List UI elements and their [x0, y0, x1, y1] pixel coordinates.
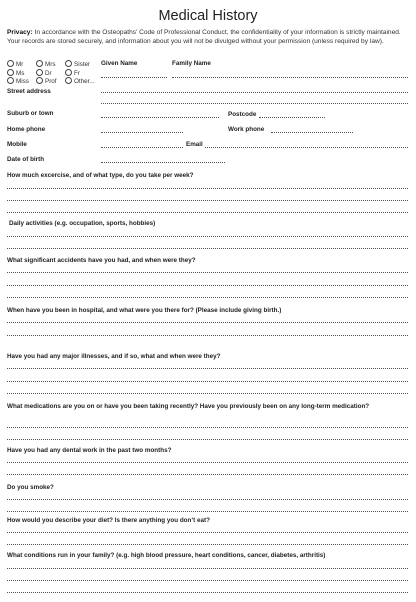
street-address-field-2[interactable]	[101, 103, 408, 104]
privacy-label: Privacy:	[7, 29, 33, 36]
radio-circle-icon	[36, 69, 43, 76]
dob-field[interactable]	[101, 162, 225, 163]
radio-other[interactable]: Other...	[65, 77, 94, 85]
answer-line[interactable]	[7, 236, 408, 237]
radio-sister[interactable]: Sister	[65, 60, 94, 68]
answer-line[interactable]	[7, 368, 408, 369]
answer-line[interactable]	[7, 285, 408, 286]
answer-line[interactable]	[7, 544, 408, 545]
answer-line[interactable]	[7, 532, 408, 533]
work-phone-field[interactable]	[271, 132, 353, 133]
radio-circle-icon	[7, 60, 14, 67]
radio-miss[interactable]: Miss	[7, 77, 36, 85]
question-accidents: What significant accidents have you had, and when were they?	[7, 257, 196, 264]
radio-circle-icon	[36, 60, 43, 67]
question-diet: How would you describe your diet? Is there anything you don’t eat?	[7, 517, 210, 524]
radio-circle-icon	[36, 77, 43, 84]
radio-prof[interactable]: Prof	[36, 77, 65, 85]
postcode-field[interactable]	[259, 117, 325, 118]
answer-line[interactable]	[7, 297, 408, 298]
question-illnesses: Have you had any major illnesses, and if so, what and when were they?	[7, 353, 221, 360]
dob-label: Date of birth	[7, 156, 45, 163]
radio-circle-icon	[7, 69, 14, 76]
question-dental: Have you had any dental work in the past two months?	[7, 447, 172, 454]
answer-line[interactable]	[7, 568, 408, 569]
question-daily-activities: Daily activities (e.g. occupation, sports, hobbies)	[9, 220, 156, 227]
answer-line[interactable]	[7, 335, 408, 336]
answer-line[interactable]	[7, 272, 408, 273]
question-smoke: Do you smoke?	[7, 484, 54, 491]
question-hospital: When have you been in hospital, and what were you there for? (Please include giving birth.)	[7, 307, 282, 314]
answer-line[interactable]	[7, 592, 408, 593]
answer-line[interactable]	[7, 439, 408, 440]
answer-line[interactable]	[7, 248, 408, 249]
street-address-label: Street address	[7, 88, 51, 95]
mobile-field[interactable]	[101, 147, 183, 148]
street-address-field-1[interactable]	[101, 92, 408, 93]
radio-dr[interactable]: Dr	[36, 69, 65, 77]
email-field[interactable]	[205, 147, 408, 148]
answer-line[interactable]	[7, 200, 408, 201]
answer-line[interactable]	[7, 511, 408, 512]
title-radio-group	[7, 60, 94, 86]
privacy-notice	[7, 29, 409, 46]
answer-line[interactable]	[7, 393, 408, 394]
answer-line[interactable]	[7, 474, 408, 475]
answer-line[interactable]	[7, 381, 408, 382]
suburb-label: Suburb or town	[7, 110, 54, 117]
radio-circle-icon	[7, 77, 14, 84]
email-label: Email	[186, 141, 203, 148]
given-name-field[interactable]	[101, 77, 167, 78]
question-exercise: How much excercise, and of what type, do you take per week?	[7, 172, 194, 179]
given-name-label: Given Name	[101, 60, 138, 67]
radio-mrs[interactable]: Mrs	[36, 60, 65, 68]
suburb-field[interactable]	[101, 117, 219, 118]
answer-line[interactable]	[7, 427, 408, 428]
answer-line[interactable]	[7, 322, 408, 323]
home-phone-field[interactable]	[101, 132, 183, 133]
privacy-text: In accordance with the Osteopaths’ Code of Professional Conduct, the confidentiality of your information is strictly maintained. Your records are stored securely, and information about you will not be divulged without your permission (unless required by law).	[7, 29, 401, 45]
radio-circle-icon	[65, 60, 72, 67]
radio-mr[interactable]: Mr	[7, 60, 36, 68]
answer-line[interactable]	[7, 580, 408, 581]
answer-line[interactable]	[7, 212, 408, 213]
radio-circle-icon	[65, 77, 72, 84]
family-name-label: Family Name	[172, 60, 211, 67]
postcode-label: Postcode	[228, 111, 257, 118]
radio-ms[interactable]: Ms	[7, 69, 36, 77]
answer-line[interactable]	[7, 188, 408, 189]
answer-line[interactable]	[7, 499, 408, 500]
mobile-label: Mobile	[7, 141, 27, 148]
radio-fr[interactable]: Fr	[65, 69, 94, 77]
work-phone-label: Work phone	[228, 126, 265, 133]
page-title: Medical History	[158, 8, 258, 24]
question-medications: What medications are you on or have you been taking recently? Have you previously been on any long-term medication?	[7, 403, 370, 410]
question-family-conditions: What conditions run in your family? (e.g. high blood pressure, heart conditions, cancer, diabetes, arthritis)	[7, 552, 326, 559]
family-name-field[interactable]	[172, 77, 408, 78]
home-phone-label: Home phone	[7, 126, 46, 133]
answer-line[interactable]	[7, 462, 408, 463]
radio-circle-icon	[65, 69, 72, 76]
